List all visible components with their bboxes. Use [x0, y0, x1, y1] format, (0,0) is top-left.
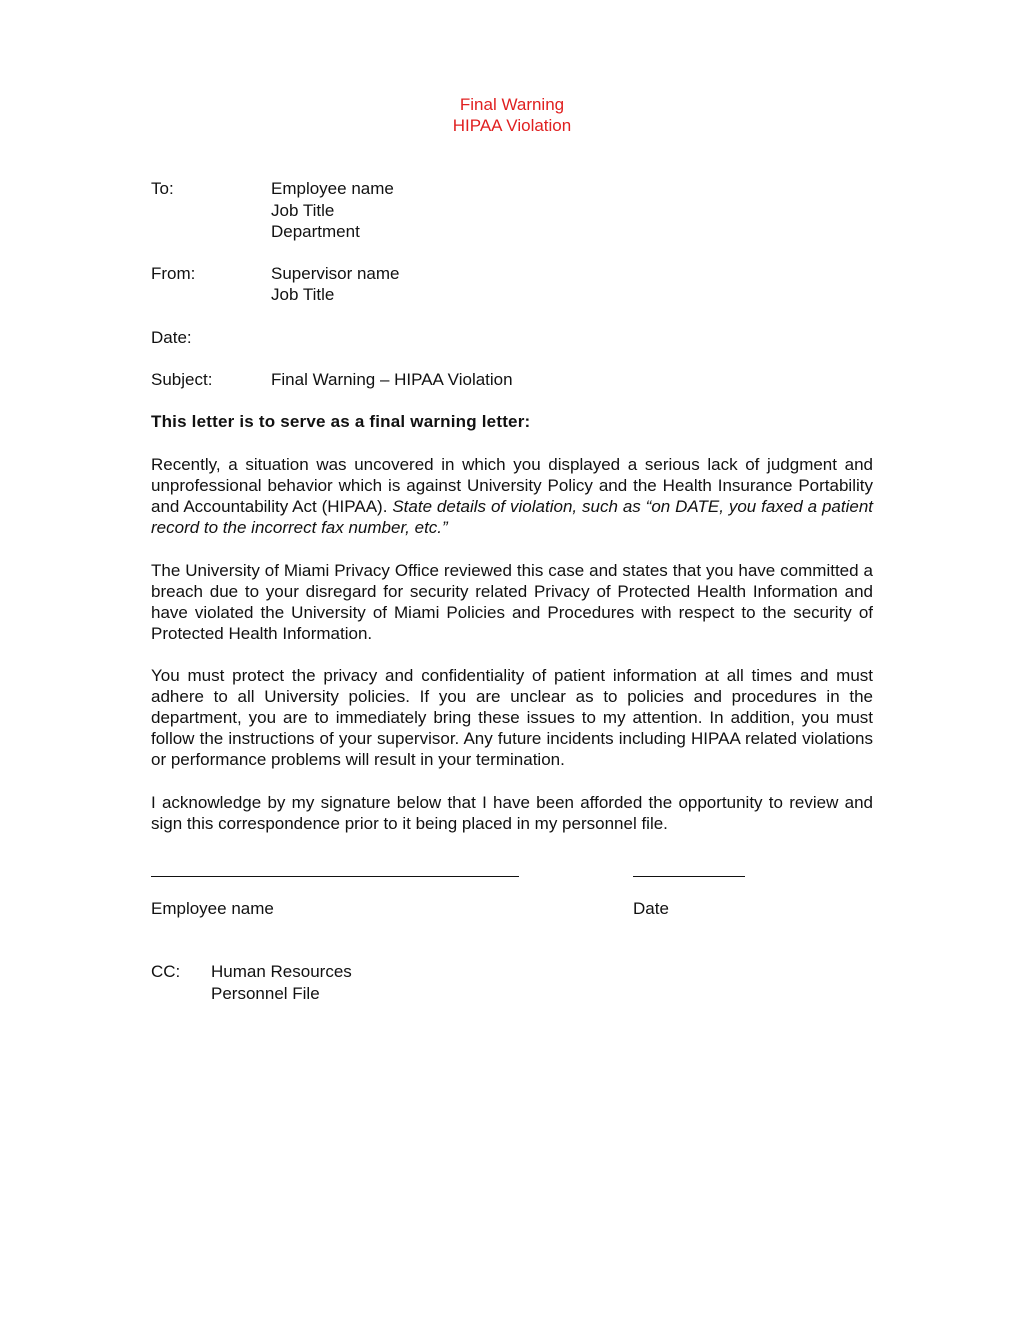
to-employee-name: Employee name: [271, 179, 394, 198]
subject-label: Subject:: [151, 370, 213, 389]
from-label: From:: [151, 264, 196, 283]
cc-personnel-file: Personnel File: [211, 984, 320, 1003]
cc-label: CC:: [151, 962, 181, 981]
to-department: Department: [271, 222, 360, 241]
from-supervisor-name: Supervisor name: [271, 264, 400, 283]
from-job-title: Job Title: [271, 285, 335, 304]
paragraph-violation-instructions: State details of violation, such as “on DATE, you faxed a patient record to the incorrect fax number, etc.”: [151, 497, 873, 537]
to-job-title: Job Title: [271, 201, 335, 220]
date-signature-label: Date: [633, 899, 669, 918]
date-signature-line: [633, 876, 745, 878]
letter-title: Final Warning: [459, 95, 565, 114]
cc-human-resources: Human Resources: [211, 962, 352, 981]
to-label: To:: [151, 179, 174, 198]
employee-signature-label: Employee name: [151, 899, 274, 918]
paragraph-violation-text: Recently, a situation was uncovered in which you displayed a serious lack of judgment and unprofessional behavior which is against University Policy and the Health Insurance Portability and Accountability Act (HIPAA).: [151, 455, 873, 516]
employee-signature-line: [151, 876, 519, 878]
date-label: Date:: [151, 328, 192, 347]
paragraph-privacy-office: The University of Miami Privacy Office reviewed this case and states that you have committed a breach due to your disregard for security related Privacy of Protected Health Information and have violated the University of Miami Policies and Procedures with respect to the security of Protected Health Information.: [151, 561, 873, 643]
letter-intro: This letter is to serve as a final warning letter:: [151, 412, 531, 431]
paragraph-violation: [151, 454, 873, 538]
letter-subtitle: HIPAA Violation: [452, 116, 572, 135]
paragraph-acknowledgement: I acknowledge by my signature below that I have been afforded the opportunity to review and sign this correspondence prior to it being placed in my personnel file.: [151, 793, 873, 833]
paragraph-obligations: You must protect the privacy and confidentiality of patient information at all times and must adhere to all University policies. If you are unclear as to policies and procedures in the department, you are to immediately bring these issues to my attention. In addition, you must follow the instructions of your supervisor. Any future incidents including HIPAA related violations or performance problems will result in your termination.: [151, 666, 873, 769]
subject-value: Final Warning – HIPAA Violation: [271, 370, 513, 389]
